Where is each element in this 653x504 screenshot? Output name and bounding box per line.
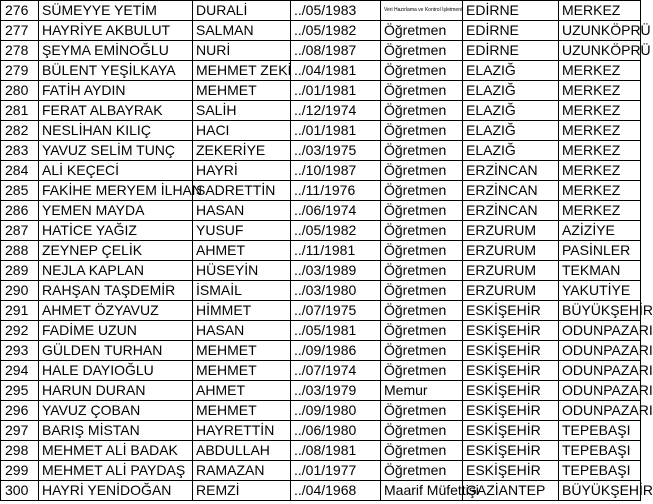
- city-cell: ERZİNCAN: [463, 161, 559, 181]
- district-cell: ODUNPAZARI: [559, 341, 641, 361]
- title-cell: Öğretmen: [381, 421, 463, 441]
- name-cell: HALE DAYIOĞLU: [39, 361, 193, 381]
- title-cell: Öğretmen: [381, 41, 463, 61]
- title-cell: Öğretmen: [381, 301, 463, 321]
- name-cell: HARUN DURAN: [39, 381, 193, 401]
- birth-date-cell: ../11/1976: [291, 181, 381, 201]
- father-name-cell: HÜSEYİN: [193, 261, 291, 281]
- birth-date-cell: ../08/1987: [291, 41, 381, 61]
- title-cell: Veri Hazırlama ve Kontrol İşletmeni: [381, 1, 463, 21]
- district-cell: MERKEZ: [559, 121, 641, 141]
- row-number-cell: 282: [1, 121, 39, 141]
- father-name-cell: NURİ: [193, 41, 291, 61]
- father-name-cell: HAYRİ: [193, 161, 291, 181]
- table-row: [1, 161, 641, 181]
- district-cell: PASİNLER: [559, 241, 641, 261]
- father-name-cell: AHMET: [193, 241, 291, 261]
- row-number-cell: 294: [1, 361, 39, 381]
- father-name-cell: SADRETTİN: [193, 181, 291, 201]
- table-row: [1, 461, 641, 481]
- district-cell: MERKEZ: [559, 1, 641, 21]
- father-name-cell: MEHMET: [193, 361, 291, 381]
- birth-date-cell: ../07/1974: [291, 361, 381, 381]
- row-number-cell: 299: [1, 461, 39, 481]
- row-number-cell: 278: [1, 41, 39, 61]
- birth-date-cell: ../11/1981: [291, 241, 381, 261]
- name-cell: ALİ KEÇECİ: [39, 161, 193, 181]
- title-cell: Öğretmen: [381, 21, 463, 41]
- title-cell: Öğretmen: [381, 141, 463, 161]
- name-cell: ŞEYMA EMİNOĞLU: [39, 41, 193, 61]
- district-cell: YAKUTİYE: [559, 281, 641, 301]
- name-cell: BARIŞ MİSTAN: [39, 421, 193, 441]
- birth-date-cell: ../03/1975: [291, 141, 381, 161]
- title-cell: Öğretmen: [381, 281, 463, 301]
- district-cell: AZİZİYE: [559, 221, 641, 241]
- title-cell: Öğretmen: [381, 441, 463, 461]
- birth-date-cell: ../04/1968: [291, 481, 381, 501]
- father-name-cell: İSMAİL: [193, 281, 291, 301]
- row-number-cell: 296: [1, 401, 39, 421]
- title-cell: Öğretmen: [381, 321, 463, 341]
- table-row: [1, 201, 641, 221]
- district-cell: MERKEZ: [559, 101, 641, 121]
- table-row: [1, 281, 641, 301]
- title-cell: Öğretmen: [381, 101, 463, 121]
- father-name-cell: AHMET: [193, 381, 291, 401]
- city-cell: ERZURUM: [463, 281, 559, 301]
- district-cell: MERKEZ: [559, 81, 641, 101]
- city-cell: ERZURUM: [463, 241, 559, 261]
- row-number-cell: 284: [1, 161, 39, 181]
- city-cell: ESKİŞEHİR: [463, 381, 559, 401]
- city-cell: EDİRNE: [463, 41, 559, 61]
- father-name-cell: HİMMET: [193, 301, 291, 321]
- city-cell: ESKİŞEHİR: [463, 361, 559, 381]
- table-row: [1, 221, 641, 241]
- city-cell: ESKİŞEHİR: [463, 421, 559, 441]
- birth-date-cell: ../07/1975: [291, 301, 381, 321]
- table-row: [1, 61, 641, 81]
- district-cell: TEPEBAŞI: [559, 441, 641, 461]
- father-name-cell: HASAN: [193, 321, 291, 341]
- father-name-cell: ZEKERİYE: [193, 141, 291, 161]
- table-row: [1, 141, 641, 161]
- row-number-cell: 292: [1, 321, 39, 341]
- name-cell: RAHŞAN TAŞDEMİR: [39, 281, 193, 301]
- birth-date-cell: ../01/1981: [291, 121, 381, 141]
- district-cell: MERKEZ: [559, 201, 641, 221]
- name-cell: FAKİHE MERYEM İLHAN: [39, 181, 193, 201]
- row-number-cell: 291: [1, 301, 39, 321]
- title-cell: Öğretmen: [381, 261, 463, 281]
- table-body: [1, 1, 653, 501]
- row-number-cell: 280: [1, 81, 39, 101]
- title-cell: Öğretmen: [381, 341, 463, 361]
- city-cell: EDİRNE: [463, 1, 559, 21]
- father-name-cell: SALİH: [193, 101, 291, 121]
- district-cell: MERKEZ: [559, 61, 641, 81]
- name-cell: FATİH AYDIN: [39, 81, 193, 101]
- name-cell: MEHMET ALİ PAYDAŞ: [39, 461, 193, 481]
- name-cell: SÜMEYYE YETİM: [39, 1, 193, 21]
- city-cell: ELAZIĞ: [463, 121, 559, 141]
- district-cell: MERKEZ: [559, 141, 641, 161]
- district-cell: ODUNPAZARI: [559, 321, 641, 341]
- district-cell: TEKMAN: [559, 261, 641, 281]
- name-cell: NEJLA KAPLAN: [39, 261, 193, 281]
- row-number-cell: 298: [1, 441, 39, 461]
- title-cell: Öğretmen: [381, 61, 463, 81]
- table-row: [1, 381, 641, 401]
- row-number-cell: 288: [1, 241, 39, 261]
- title-cell: Öğretmen: [381, 121, 463, 141]
- row-number-cell: 285: [1, 181, 39, 201]
- city-cell: ERZİNCAN: [463, 201, 559, 221]
- city-cell: ELAZIĞ: [463, 81, 559, 101]
- birth-date-cell: ../01/1981: [291, 81, 381, 101]
- district-cell: UZUNKÖPRÜ: [559, 21, 641, 41]
- birth-date-cell: ../06/1974: [291, 201, 381, 221]
- name-cell: MEHMET ALİ BADAK: [39, 441, 193, 461]
- name-cell: HAYRİ YENİDOĞAN: [39, 481, 193, 501]
- father-name-cell: MEHMET: [193, 81, 291, 101]
- city-cell: ESKİŞEHİR: [463, 321, 559, 341]
- row-number-cell: 281: [1, 101, 39, 121]
- birth-date-cell: ../03/1980: [291, 281, 381, 301]
- father-name-cell: MEHMET: [193, 341, 291, 361]
- birth-date-cell: ../09/1986: [291, 341, 381, 361]
- city-cell: ESKİŞEHİR: [463, 301, 559, 321]
- row-number-cell: 279: [1, 61, 39, 81]
- father-name-cell: MEHMET: [193, 401, 291, 421]
- table-row: [1, 241, 641, 261]
- title-cell: Öğretmen: [381, 181, 463, 201]
- title-cell: Öğretmen: [381, 241, 463, 261]
- district-cell: TEPEBAŞI: [559, 421, 641, 441]
- city-cell: ERZURUM: [463, 221, 559, 241]
- title-cell: Öğretmen: [381, 221, 463, 241]
- district-cell: MERKEZ: [559, 161, 641, 181]
- district-cell: UZUNKÖPRÜ: [559, 41, 641, 61]
- birth-date-cell: ../08/1981: [291, 441, 381, 461]
- birth-date-cell: ../09/1980: [291, 401, 381, 421]
- district-cell: TEPEBAŞI: [559, 461, 641, 481]
- city-cell: GAZİANTEP: [463, 481, 559, 501]
- name-cell: AHMET ÖZYAVUZ: [39, 301, 193, 321]
- title-cell: Maarif Müfettişi: [381, 481, 463, 501]
- father-name-cell: YUSUF: [193, 221, 291, 241]
- father-name-cell: HAYRETTİN: [193, 421, 291, 441]
- row-number-cell: 295: [1, 381, 39, 401]
- title-cell: Memur: [381, 381, 463, 401]
- district-cell: ODUNPAZARI: [559, 361, 641, 381]
- title-cell: Öğretmen: [381, 461, 463, 481]
- birth-date-cell: ../12/1974: [291, 101, 381, 121]
- table-row: [1, 441, 641, 461]
- row-number-cell: 277: [1, 21, 39, 41]
- name-cell: FADİME UZUN: [39, 321, 193, 341]
- row-number-cell: 297: [1, 421, 39, 441]
- name-cell: FERAT ALBAYRAK: [39, 101, 193, 121]
- table-row: [1, 261, 641, 281]
- name-cell: YAVUZ SELİM TUNÇ: [39, 141, 193, 161]
- row-number-cell: 286: [1, 201, 39, 221]
- birth-date-cell: ../03/1989: [291, 261, 381, 281]
- row-number-cell: 287: [1, 221, 39, 241]
- birth-date-cell: ../05/1982: [291, 221, 381, 241]
- father-name-cell: REMZİ: [193, 481, 291, 501]
- birth-date-cell: ../06/1980: [291, 421, 381, 441]
- table-row: [1, 21, 641, 41]
- city-cell: ESKİŞEHİR: [463, 401, 559, 421]
- title-cell: Öğretmen: [381, 401, 463, 421]
- table-row: [1, 401, 641, 421]
- name-cell: HAYRİYE AKBULUT: [39, 21, 193, 41]
- father-name-cell: ABDULLAH: [193, 441, 291, 461]
- table-row: [1, 41, 641, 61]
- row-number-cell: 300: [1, 481, 39, 501]
- row-number-cell: 289: [1, 261, 39, 281]
- name-cell: BÜLENT YEŞİLKAYA: [39, 61, 193, 81]
- row-number-cell: 283: [1, 141, 39, 161]
- district-cell: BÜYÜKŞEHİR: [559, 481, 641, 501]
- birth-date-cell: ../04/1981: [291, 61, 381, 81]
- father-name-cell: SALMAN: [193, 21, 291, 41]
- title-cell: Öğretmen: [381, 201, 463, 221]
- city-cell: EDİRNE: [463, 21, 559, 41]
- table-row: [1, 121, 641, 141]
- city-cell: ERZİNCAN: [463, 181, 559, 201]
- birth-date-cell: ../05/1981: [291, 321, 381, 341]
- table-row: [1, 101, 641, 121]
- title-cell: Öğretmen: [381, 161, 463, 181]
- city-cell: ESKİŞEHİR: [463, 441, 559, 461]
- table-row: [1, 341, 641, 361]
- district-cell: BÜYÜKŞEHİR: [559, 301, 641, 321]
- name-cell: HATİCE YAĞIZ: [39, 221, 193, 241]
- table-row: [1, 481, 641, 501]
- district-cell: ODUNPAZARI: [559, 381, 641, 401]
- name-cell: NESLİHAN KILIÇ: [39, 121, 193, 141]
- father-name-cell: MEHMET ZEKİ: [193, 61, 291, 81]
- city-cell: ESKİŞEHİR: [463, 461, 559, 481]
- table-row: [1, 1, 641, 21]
- city-cell: ESKİŞEHİR: [463, 341, 559, 361]
- title-cell: Öğretmen: [381, 361, 463, 381]
- name-cell: ZEYNEP ÇELİK: [39, 241, 193, 261]
- table-row: [1, 181, 641, 201]
- birth-date-cell: ../05/1982: [291, 21, 381, 41]
- city-cell: ELAZIĞ: [463, 101, 559, 121]
- row-number-cell: 276: [1, 1, 39, 21]
- father-name-cell: HASAN: [193, 201, 291, 221]
- city-cell: ERZURUM: [463, 261, 559, 281]
- birth-date-cell: ../05/1983: [291, 1, 381, 21]
- district-cell: ODUNPAZARI: [559, 401, 641, 421]
- birth-date-cell: ../10/1987: [291, 161, 381, 181]
- table-row: [1, 81, 641, 101]
- city-cell: ELAZIĞ: [463, 141, 559, 161]
- father-name-cell: RAMAZAN: [193, 461, 291, 481]
- row-number-cell: 290: [1, 281, 39, 301]
- father-name-cell: HACI: [193, 121, 291, 141]
- row-number-cell: 293: [1, 341, 39, 361]
- title-cell: Öğretmen: [381, 81, 463, 101]
- district-cell: MERKEZ: [559, 181, 641, 201]
- name-cell: YAVUZ ÇOBAN: [39, 401, 193, 421]
- table-row: [1, 321, 641, 341]
- table-row: [1, 421, 641, 441]
- father-name-cell: DURALİ: [193, 1, 291, 21]
- table-row: [1, 301, 641, 321]
- birth-date-cell: ../01/1977: [291, 461, 381, 481]
- name-cell: YEMEN MAYDA: [39, 201, 193, 221]
- city-cell: ELAZIĞ: [463, 61, 559, 81]
- birth-date-cell: ../03/1979: [291, 381, 381, 401]
- table-row: [1, 361, 641, 381]
- name-cell: GÜLDEN TURHAN: [39, 341, 193, 361]
